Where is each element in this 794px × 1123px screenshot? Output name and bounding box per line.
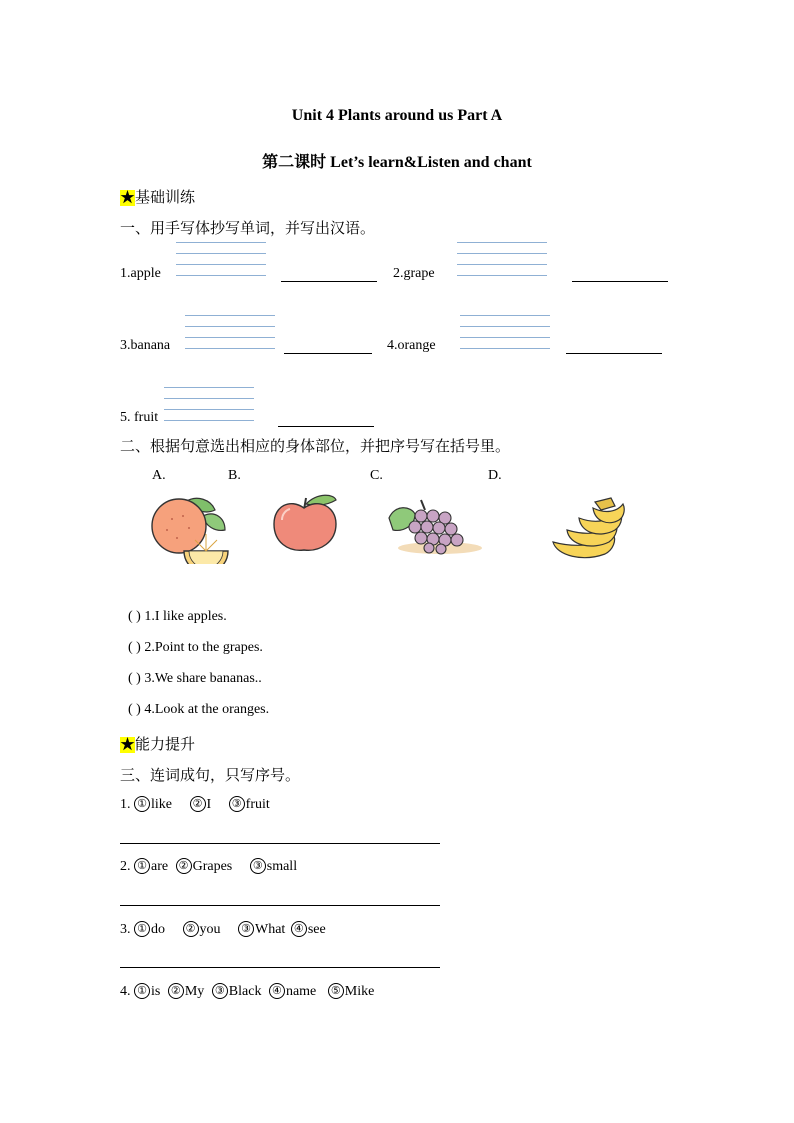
answer-blank[interactable] (572, 281, 668, 282)
answer-bracket[interactable]: ( ) (128, 609, 141, 624)
word-banana: 3.banana (120, 338, 171, 353)
answer-bracket[interactable]: ( ) (128, 702, 141, 717)
matching-item: ( ) 1.I like apples. (128, 609, 227, 624)
bananas-picture (543, 496, 628, 566)
sentence-4: 4. ① is ② My ③ Black ④ name ⑤ Mike (120, 984, 375, 999)
apple-picture (268, 490, 343, 555)
word-orange: 4.orange (387, 338, 436, 353)
handwriting-guide-lines[interactable] (185, 315, 275, 351)
star-icon: ★ (120, 737, 136, 753)
option-letter-c: C. (370, 468, 383, 483)
orange-picture (145, 492, 235, 564)
handwriting-guide-lines[interactable] (164, 387, 254, 423)
answer-blank[interactable] (281, 281, 377, 282)
star-icon: ★ (120, 190, 136, 206)
handwriting-guide-lines[interactable] (460, 315, 550, 351)
sentence-3: 3. ① do ② you ③ What ④ see (120, 922, 326, 937)
handwriting-guide-lines[interactable] (457, 242, 547, 278)
page-subtitle: 第二课时 Let’s learn&Listen and chant (262, 154, 532, 171)
answer-line[interactable] (120, 967, 440, 968)
word-fruit: 5. fruit (120, 410, 159, 425)
matching-item: ( ) 3.We share bananas.. (128, 671, 262, 686)
page-title: Unit 4 Plants around us Part A (291, 107, 503, 124)
sentence-1: 1. ① like ② I ③ fruit (120, 797, 270, 812)
question-2-title: 二、根据句意选出相应的身体部位，并把序号写在括号里。 (120, 439, 511, 455)
option-letter-d: D. (488, 468, 502, 483)
answer-line[interactable] (120, 905, 440, 906)
sentence-2: 2. ① are ② Grapes ③ small (120, 859, 298, 874)
question-1-title: 一、用手写体抄写单词，并写出汉语。 (120, 221, 376, 237)
answer-line[interactable] (120, 843, 440, 844)
answer-bracket[interactable]: ( ) (128, 640, 141, 655)
word-grape: 2.grape (393, 266, 435, 281)
basic-training-heading: ★基础训练 (120, 190, 196, 206)
option-letter-a: A. (152, 468, 166, 483)
option-letter-b: B. (228, 468, 241, 483)
answer-blank[interactable] (278, 426, 374, 427)
question-3-title: 三、连词成句，只写序号。 (120, 768, 301, 784)
answer-bracket[interactable]: ( ) (128, 671, 141, 686)
matching-item: ( ) 2.Point to the grapes. (128, 640, 263, 655)
matching-item: ( ) 4.Look at the oranges. (128, 702, 270, 717)
answer-blank[interactable] (566, 353, 662, 354)
handwriting-guide-lines[interactable] (176, 242, 266, 278)
grapes-picture (385, 496, 485, 558)
answer-blank[interactable] (284, 353, 372, 354)
word-apple: 1.apple (120, 266, 161, 281)
advanced-heading: ★能力提升 (120, 737, 196, 753)
